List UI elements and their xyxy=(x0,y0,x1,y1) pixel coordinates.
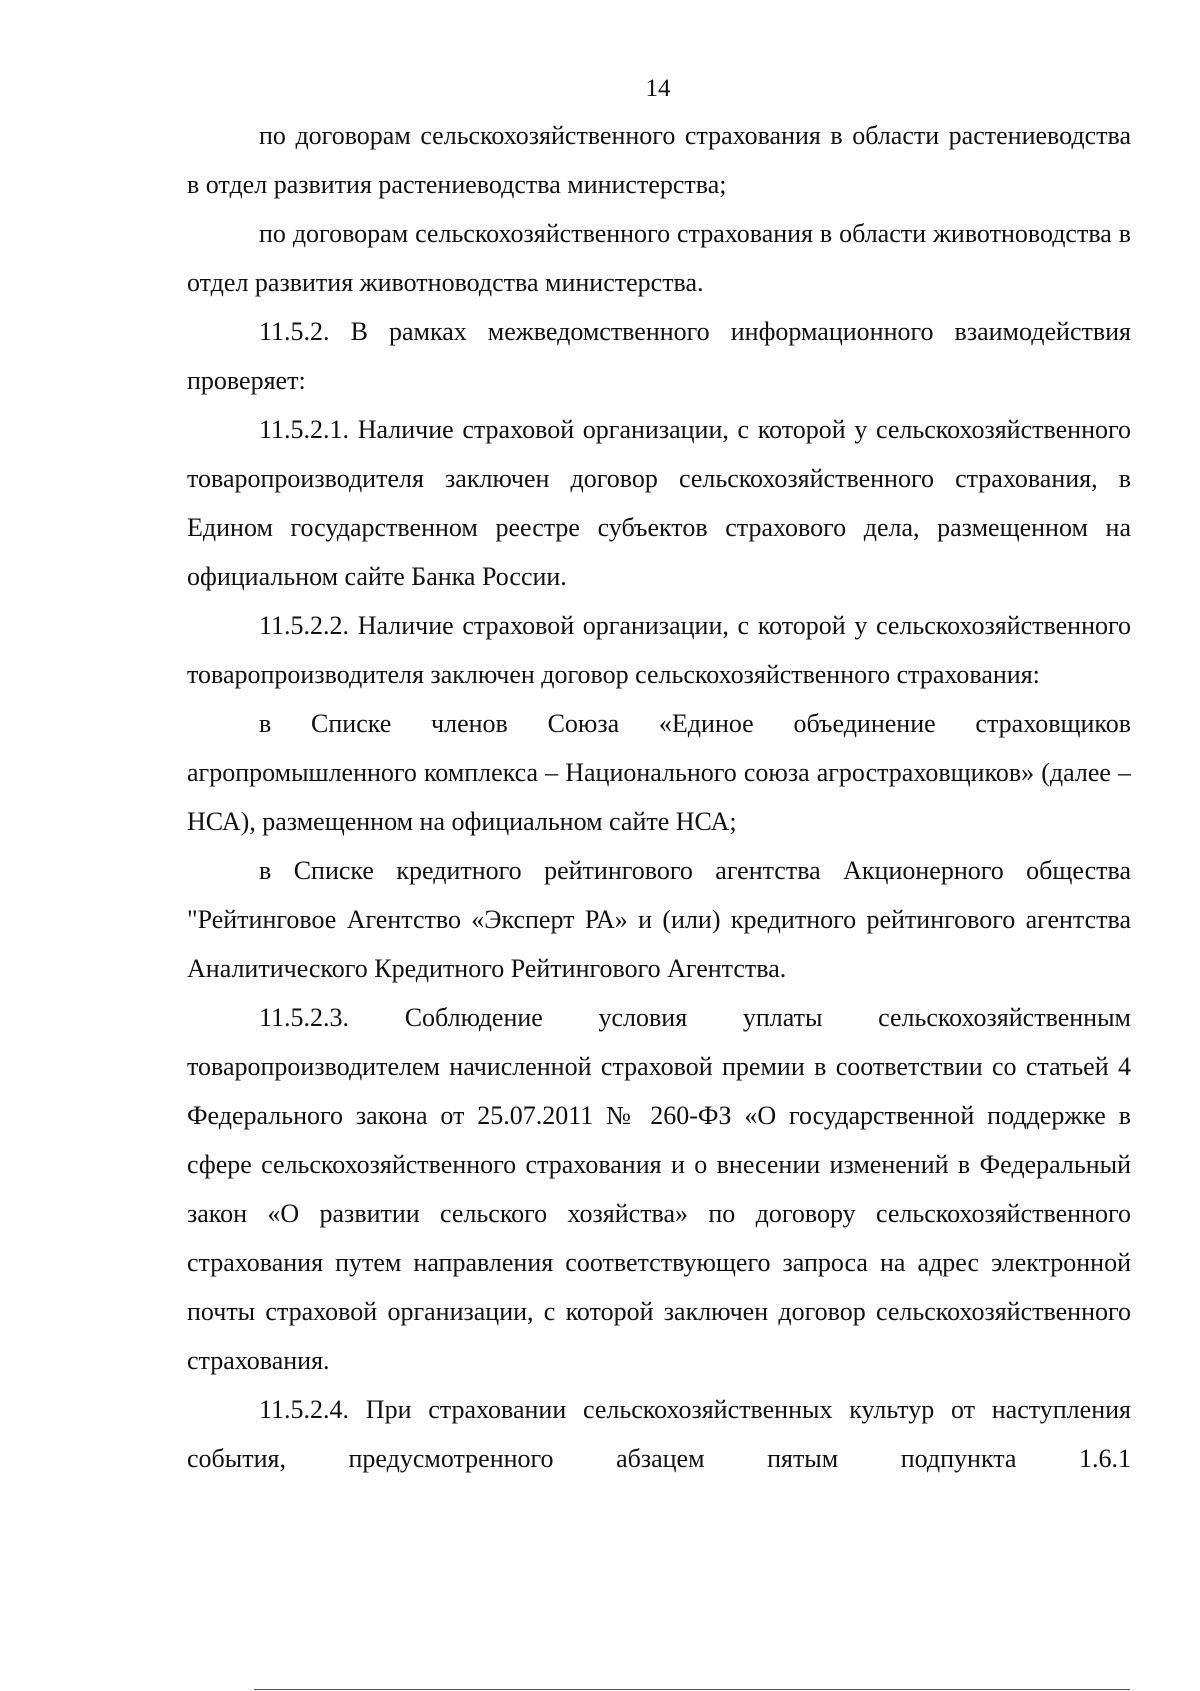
paragraph-11-5-2-4: 11.5.2.4. При страховании сельскохозяйственных культур от наступления события, предусмотренного абзацем пятым подпункта 1.6.1 xyxy=(187,1395,1131,1473)
paragraph-11-5-2-2: 11.5.2.2. Наличие страховой организации, с которой у сельскохозяйственного товаропроизводителя заключен договор сельскохозяйственного страхования: xyxy=(187,611,1131,689)
paragraph-livestock-insurance: по договорам сельскохозяйственного страхования в области животноводства в отдел развития животноводства министерства. xyxy=(187,219,1131,297)
paragraph-nsa-list: в Списке членов Союза «Единое объединение страховщиков агропромышленного комплекса – Национального союза агростраховщиков» (далее – НСА), размещенном на официальном сайте НСА; xyxy=(187,709,1131,836)
page-number: 14 xyxy=(645,75,671,102)
paragraph-11-5-2: 11.5.2. В рамках межведомственного информационного взаимодействия проверяет: xyxy=(187,317,1131,395)
paragraph-rating-agency-list: в Списке кредитного рейтингового агентства Акционерного общества "Рейтинговое Агентство «Эксперт РА» и (или) кредитного рейтингового агентства Аналитического Кредитного Рейтингового Агентства. xyxy=(187,856,1131,983)
paragraph-11-5-2-3: 11.5.2.3. Соблюдение условия уплаты сельскохозяйственным товаропроизводителем начисленной страховой премии в соответствии со статьей 4 Федерального закона от 25.07.2011 № 260-ФЗ «О государственной поддержке в сфере сельскохозяйственного страхования и о внесении изменений в Федеральный закон «О развитии сельского хозяйства» по договору сельскохозяйственного страхования путем направления соответствующего запроса на адрес электронной почты страховой организации, с которой заключен договор сельскохозяйственного страхования. xyxy=(187,1003,1131,1375)
bottom-divider xyxy=(254,1689,1130,1690)
paragraph-11-5-2-1: 11.5.2.1. Наличие страховой организации, с которой у сельскохозяйственного товаропроизводителя заключен договор сельскохозяйственного страхования, в Едином государственном реестре субъектов страхового дела, размещенном на официальном сайте Банка России. xyxy=(187,415,1131,591)
paragraph-crop-insurance: по договорам сельскохозяйственного страхования в области растениеводства в отдел развития растениеводства министерства; xyxy=(187,121,1131,199)
document-body xyxy=(187,111,1131,1483)
